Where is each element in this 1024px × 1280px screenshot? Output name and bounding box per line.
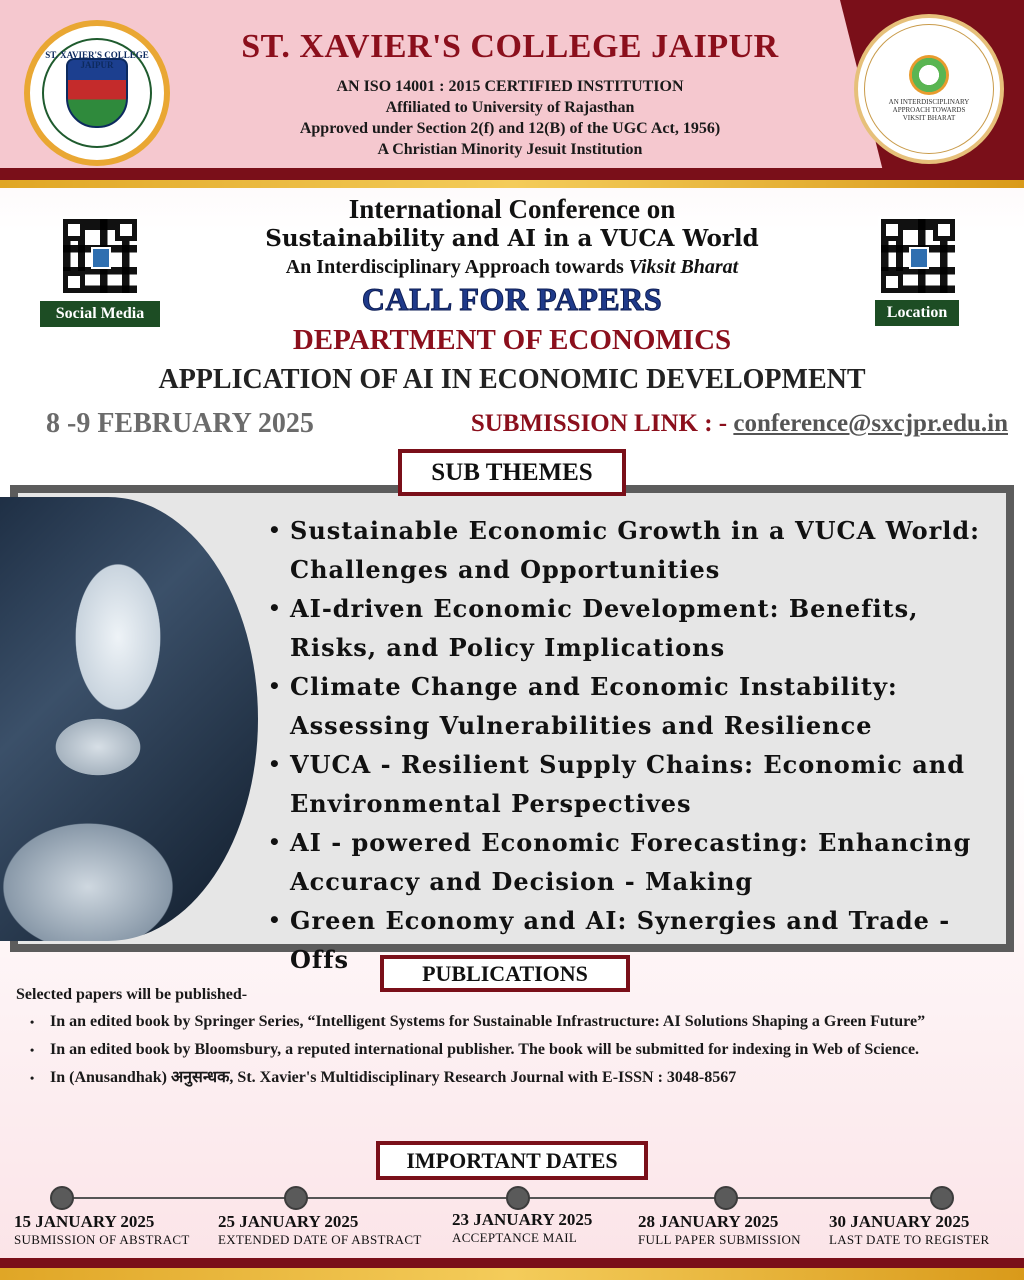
conference-logo-tagline: AN INTERDISCIPLINARY APPROACH TOWARDS VIKSIT BHARAT xyxy=(888,98,970,122)
social-media-qr-code[interactable] xyxy=(60,216,140,296)
publications-intro: Selected papers will be published- xyxy=(16,986,248,1003)
timeline-dot xyxy=(930,1186,954,1210)
conference-intro: International Conference on xyxy=(348,194,676,224)
college-logo xyxy=(24,20,170,166)
conference-dates: 8 -9 FEBRUARY 2025 xyxy=(46,408,314,439)
header-maroon-bar xyxy=(0,168,1024,180)
milestone-full-paper xyxy=(638,1212,801,1248)
timeline-dot xyxy=(284,1186,308,1210)
conference-title: Sustainability and AI in a VUCA World xyxy=(265,225,759,252)
qr-finder-icon xyxy=(63,219,85,241)
qr-center-logo-icon xyxy=(909,247,929,269)
milestone-date: 28 JANUARY 2025 xyxy=(638,1212,779,1231)
footer-maroon-bar xyxy=(0,1258,1024,1268)
milestone-acceptance xyxy=(452,1210,592,1246)
submission-label: SUBMISSION LINK : - xyxy=(470,410,734,437)
submission-email-link[interactable]: conference@sxcjpr.edu.in xyxy=(733,410,1008,437)
milestone-registration xyxy=(829,1212,990,1248)
department-name: DEPARTMENT OF ECONOMICS xyxy=(292,324,732,356)
college-credentials xyxy=(190,76,830,160)
conference-topic: APPLICATION OF AI IN ECONOMIC DEVELOPMENT xyxy=(158,364,866,395)
sub-theme-item: • Green Economy and AI: Synergies and Trade - Offs xyxy=(268,901,1008,979)
qr-finder-icon xyxy=(881,219,903,241)
milestone-label: ACCEPTANCE MAIL xyxy=(452,1230,578,1245)
conference-subtitle-prefix: An Interdisciplinary Approach towards xyxy=(285,256,629,278)
college-seal-text: ST. XAVIER'S COLLEGE JAIPUR xyxy=(45,50,149,70)
sub-themes-list xyxy=(268,511,1008,979)
milestone-label: SUBMISSION OF ABSTRACT xyxy=(14,1232,190,1247)
college-seal xyxy=(42,38,152,148)
publications-list xyxy=(30,1010,1012,1094)
sub-theme-item: • Sustainable Economic Growth in a VUCA World: Challenges and Opportunities xyxy=(268,511,1008,589)
conference-logo-ring xyxy=(864,24,994,154)
submission-link xyxy=(471,410,1008,438)
location-label: Location xyxy=(875,300,959,326)
timeline-dot xyxy=(50,1186,74,1210)
minority-line: A Christian Minority Jesuit Institution xyxy=(377,141,643,158)
milestone-date: 23 JANUARY 2025 xyxy=(452,1210,593,1229)
ugc-line: Approved under Section 2(f) and 12(B) of the UGC Act, 1956) xyxy=(299,120,721,137)
footer-gold-bar xyxy=(0,1268,1024,1280)
milestone-label: EXTENDED DATE OF ABSTRACT xyxy=(218,1232,422,1247)
sub-themes-heading: SUB THEMES xyxy=(398,449,626,496)
header-gold-bar xyxy=(0,180,1024,188)
timeline-dot xyxy=(714,1186,738,1210)
milestone-date: 30 JANUARY 2025 xyxy=(829,1212,970,1231)
milestone-date: 25 JANUARY 2025 xyxy=(218,1212,359,1231)
location-qr-code[interactable] xyxy=(878,216,958,296)
affiliation-line: Affiliated to University of Rajasthan xyxy=(385,99,635,116)
college-name: ST. XAVIER'S COLLEGE JAIPUR xyxy=(241,28,779,65)
call-for-papers-heading: CALL FOR PAPERS xyxy=(361,281,663,317)
timeline-dot xyxy=(506,1186,530,1210)
sub-theme-item: • AI-driven Economic Development: Benefits, Risks, and Policy Implications xyxy=(268,589,1008,667)
publication-item: • In an edited book by Bloomsbury, a reputed international publisher. The book will be submitted for indexing in Web of Science. xyxy=(30,1038,1012,1062)
sub-theme-item: • Climate Change and Economic Instability: Assessing Vulnerabilities and Resilience xyxy=(268,667,1008,745)
qr-finder-icon xyxy=(115,219,137,241)
milestone-label: FULL PAPER SUBMISSION xyxy=(638,1232,801,1247)
qr-finder-icon xyxy=(63,271,85,293)
conference-logo xyxy=(854,14,1004,164)
conference-subtitle-italic: Viksit Bharat xyxy=(628,256,739,278)
sub-theme-item: • VUCA - Resilient Supply Chains: Economic and Environmental Perspectives xyxy=(268,745,1008,823)
robot-thinking-image xyxy=(0,497,258,941)
milestone-label: LAST DATE TO REGISTER xyxy=(829,1232,990,1247)
social-media-label: Social Media xyxy=(40,301,160,327)
important-dates-heading: IMPORTANT DATES xyxy=(376,1141,648,1180)
publication-item: • In (Anusandhak) अनुसन्धक, St. Xavier's Multidisciplinary Research Journal with E-ISSN : 3048-8567 xyxy=(30,1066,1012,1090)
publication-item: • In an edited book by Springer Series, “Intelligent Systems for Sustainable Infrastructure: AI Solutions Shaping a Green Future” xyxy=(30,1010,1012,1034)
milestone-date: 15 JANUARY 2025 xyxy=(14,1212,155,1231)
sub-theme-item: • AI - powered Economic Forecasting: Enhancing Accuracy and Decision - Making xyxy=(268,823,1008,901)
iso-line: AN ISO 14001 : 2015 CERTIFIED INSTITUTION xyxy=(336,78,684,95)
milestone-extended-abstract xyxy=(218,1212,422,1248)
publications-heading: PUBLICATIONS xyxy=(380,955,630,992)
qr-finder-icon xyxy=(933,219,955,241)
qr-center-logo-icon xyxy=(91,247,111,269)
milestone-abstract-submission xyxy=(14,1212,190,1248)
conference-subtitle xyxy=(200,256,824,279)
qr-finder-icon xyxy=(881,271,903,293)
timeline-line xyxy=(60,1197,946,1199)
